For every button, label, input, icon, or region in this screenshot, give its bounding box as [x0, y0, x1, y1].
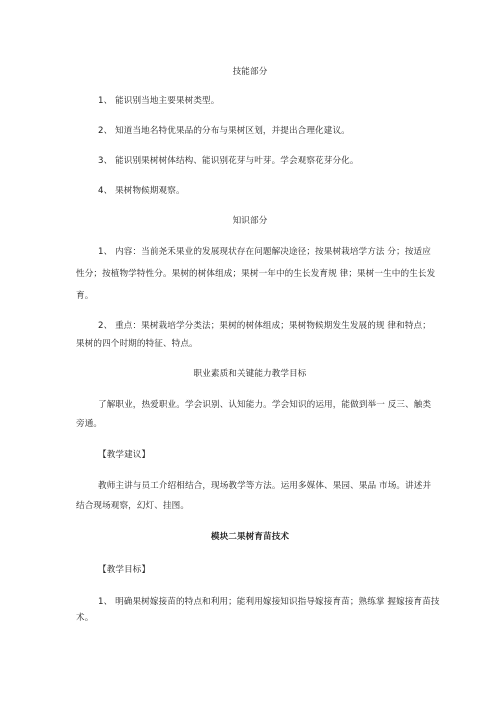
skill-item-3: 3、 能识别果树树体结构、能识别花芽与叶芽。学会观察花芽分化。 — [98, 156, 359, 166]
knowledge-focus-line-2: 果树的四个时期的特征、特点。 — [76, 339, 198, 349]
vocation-line-2: 旁通。 — [76, 419, 103, 429]
knowledge-content-line-3: 育。 — [76, 291, 94, 301]
module-heading: 模块二果树育苗技术 — [210, 532, 290, 542]
skill-item-4: 4、 果树物候期观察。 — [98, 186, 185, 196]
teaching-line-2: 结合现场观察，幻灯、挂图。 — [76, 501, 190, 511]
goal-line-2: 术。 — [76, 613, 94, 623]
goal-line-1: 1、 明确果树嫁接苗的特点和利用；能利用嫁接知识指导嫁接育苗；熟练掌 握嫁接育苗技 — [98, 597, 440, 607]
skill-item-1: 1、 能识别当地主要果树类型。 — [98, 96, 220, 106]
teaching-goal-label: 【教学目标】 — [98, 565, 151, 575]
vocation-heading: 职业素质和关键能力教学目标 — [193, 369, 307, 379]
vocation-line-1: 了解职业，热爱职业。学会识别、认知能力。学会知识的运用，能做到举一 反三、触类 — [98, 400, 432, 410]
teaching-suggestion-label: 【教学建议】 — [98, 450, 151, 460]
knowledge-content-line-2: 性分；按植物学特性分。果树的树体组成；果树一年中的生长发育规 律；果树一生中的生长发 — [76, 269, 436, 279]
skills-heading: 技能部分 — [232, 67, 268, 77]
teaching-line-1: 教师主讲与员工介绍相结合，现场教学等方法。运用多媒体、果园、果品 市场。讲述并 — [98, 481, 432, 491]
knowledge-content-line-1: 1、 内容：当前尧禾果业的发展现状存在问题解决途径；按果树栽培学方法 分；按适应 — [98, 247, 431, 257]
skill-item-2: 2、 知道当地名特优果品的分布与果树区划，并提出合理化建议。 — [98, 126, 350, 136]
knowledge-heading: 知识部分 — [232, 216, 268, 226]
knowledge-focus-line-1: 2、 重点：果树栽培学分类法；果树的树体组成；果树物候期发生发展的规 律和特点； — [98, 321, 431, 331]
